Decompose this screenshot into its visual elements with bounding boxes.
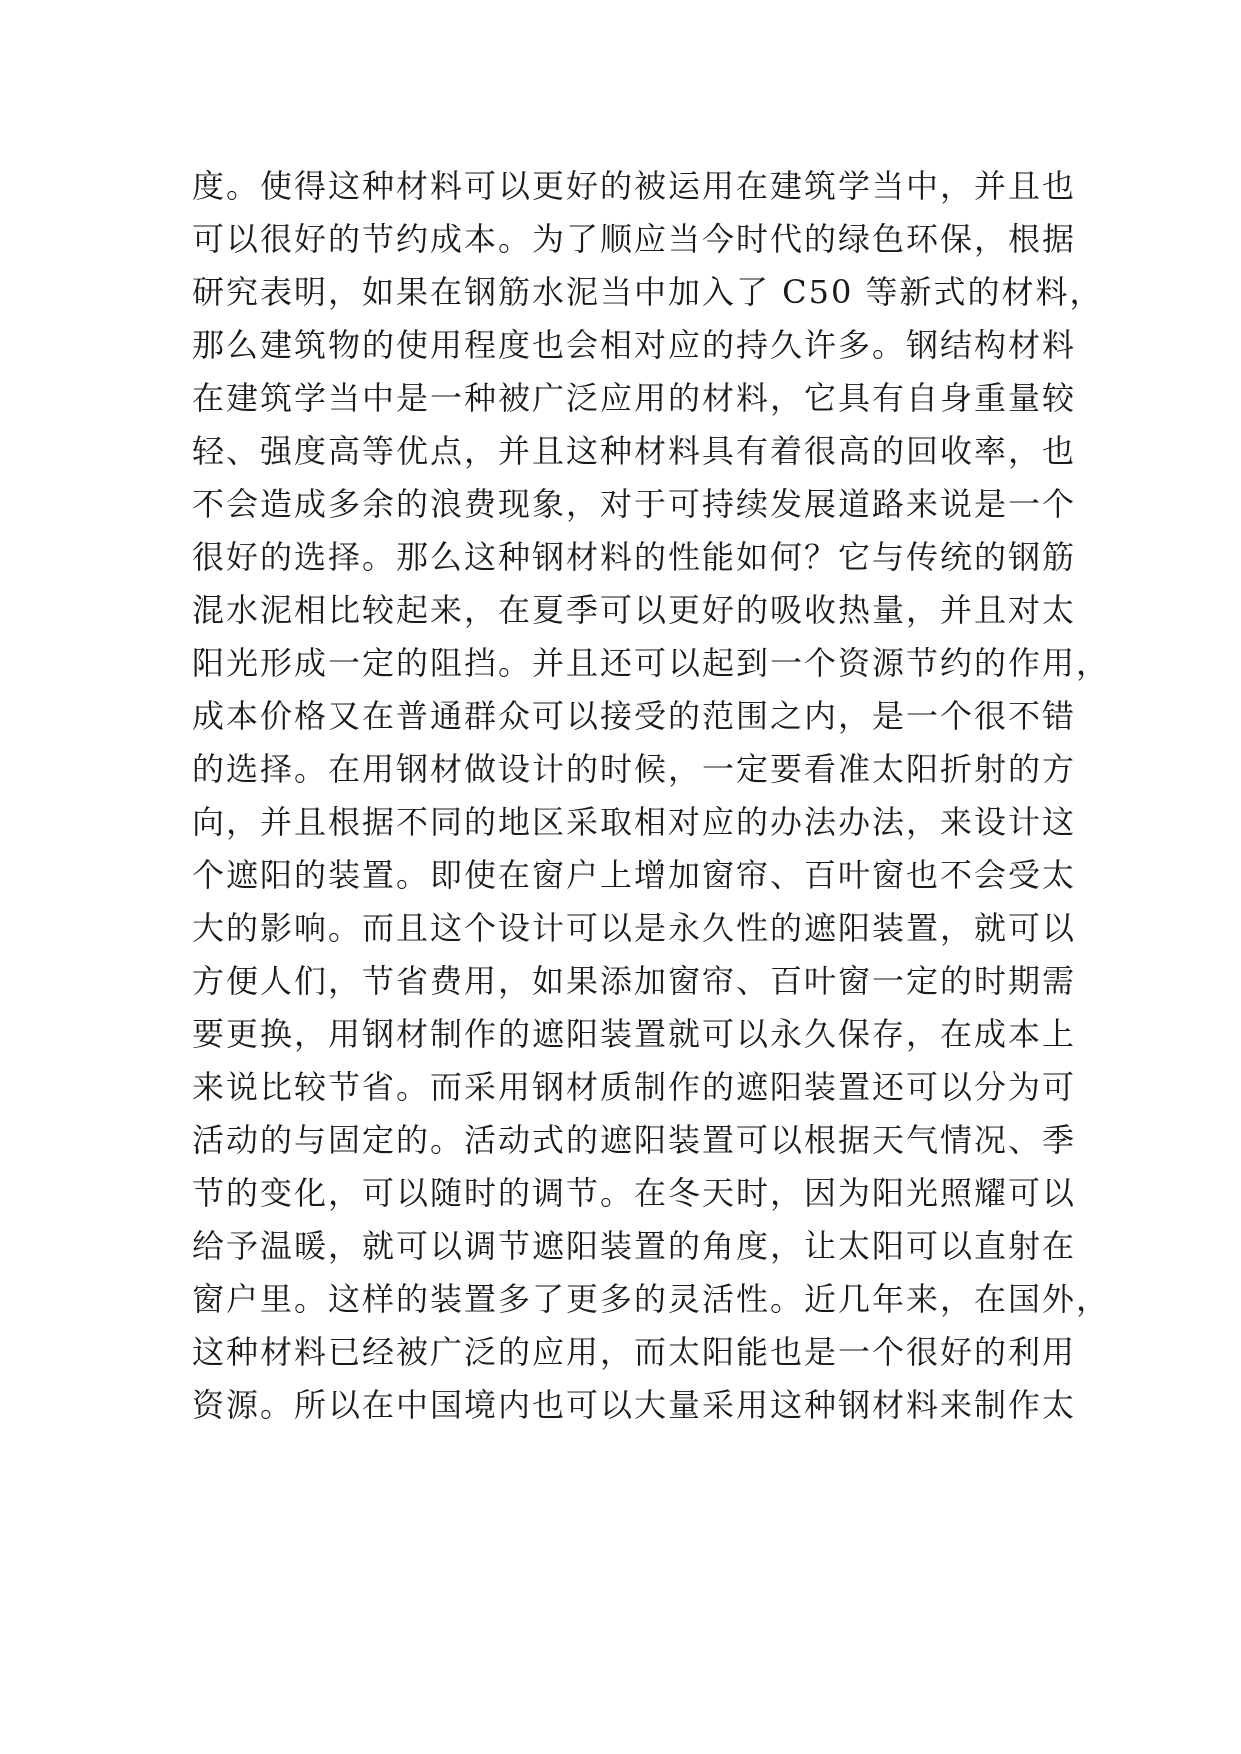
text-line: 那么建筑物的使用程度也会相对应的持久许多。钢结构材料 xyxy=(192,326,1077,364)
text-line: 个遮阳的装置。即使在窗户上增加窗帘、百叶窗也不会受太 xyxy=(192,856,1077,894)
text-line: 轻、强度高等优点，并且这种材料具有着很高的回收率，也 xyxy=(192,432,1077,470)
text-line: 这种材料已经被广泛的应用，而太阳能也是一个很好的利用 xyxy=(192,1333,1077,1371)
text-line: 在建筑学当中是一种被广泛应用的材料，它具有自身重量较 xyxy=(192,379,1077,417)
text-line: 度。使得这种材料可以更好的被运用在建筑学当中，并且也 xyxy=(192,167,1077,205)
text-line: 来说比较节省。而采用钢材质制作的遮阳装置还可以分为可 xyxy=(192,1068,1077,1106)
text-line: 方便人们，节省费用，如果添加窗帘、百叶窗一定的时期需 xyxy=(192,962,1077,1000)
text-line: 要更换，用钢材制作的遮阳装置就可以永久保存，在成本上 xyxy=(192,1015,1077,1053)
body-text xyxy=(192,160,1111,1432)
text-line: 资源。所以在中国境内也可以大量采用这种钢材料来制作太 xyxy=(192,1386,1077,1424)
text-line: 节的变化，可以随时的调节。在冬天时，因为阳光照耀可以 xyxy=(192,1174,1077,1212)
text-line: 很好的选择。那么这种钢材料的性能如何？它与传统的钢筋 xyxy=(192,538,1077,576)
text-line: 可以很好的节约成本。为了顺应当今时代的绿色环保，根据 xyxy=(192,220,1077,258)
text-line: 成本价格又在普通群众可以接受的范围之内，是一个很不错 xyxy=(192,697,1077,735)
text-line: 研究表明，如果在钢筋水泥当中加入了 C50 等新式的材料， xyxy=(192,273,1104,311)
text-line: 阳光形成一定的阻挡。并且还可以起到一个资源节约的作用， xyxy=(192,644,1111,682)
text-line: 大的影响。而且这个设计可以是永久性的遮阳装置，就可以 xyxy=(192,909,1077,947)
text-line: 的选择。在用钢材做设计的时候，一定要看准太阳折射的方 xyxy=(192,750,1077,788)
text-line: 向，并且根据不同的地区采取相对应的办法办法，来设计这 xyxy=(192,803,1077,841)
text-line: 混水泥相比较起来，在夏季可以更好的吸收热量，并且对太 xyxy=(192,591,1077,629)
text-line: 给予温暖，就可以调节遮阳装置的角度，让太阳可以直射在 xyxy=(192,1227,1077,1265)
text-line: 不会造成多余的浪费现象，对于可持续发展道路来说是一个 xyxy=(192,485,1077,523)
text-line: 活动的与固定的。活动式的遮阳装置可以根据天气情况、季 xyxy=(192,1121,1077,1159)
text-line: 窗户里。这样的装置多了更多的灵活性。近几年来，在国外， xyxy=(192,1280,1111,1318)
